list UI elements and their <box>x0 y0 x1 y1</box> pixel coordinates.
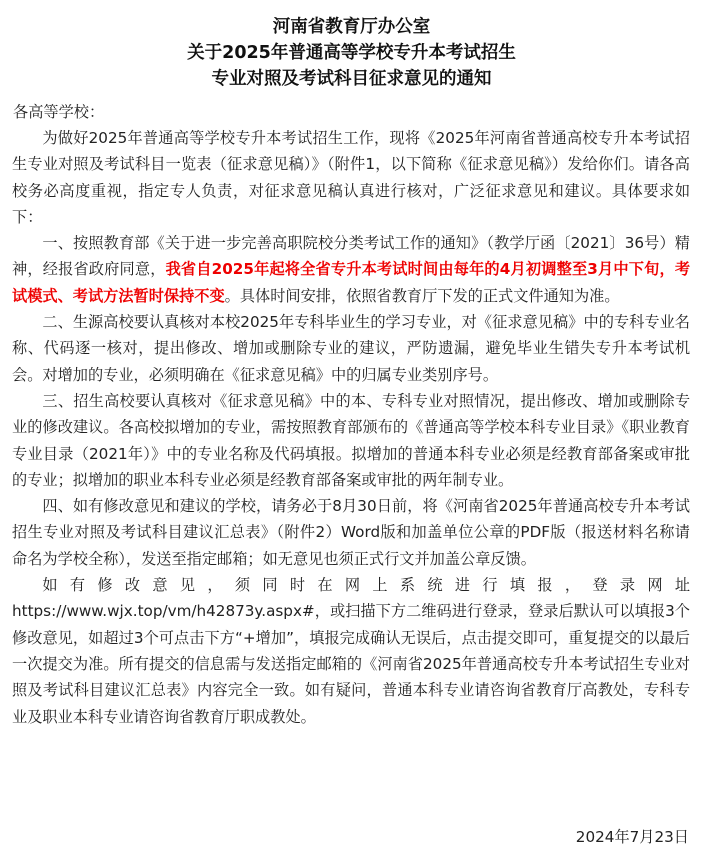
item-1-text-after: 。具体时间安排，依照省教育厅下发的正式文件通知为准。 <box>224 286 620 305</box>
online-intro: 如有修改意见，须同时在网上系统进行填报，登录网址 <box>42 576 690 595</box>
document-title <box>0 0 703 92</box>
title-issuer: 河南省教育厅办公室 <box>272 17 431 37</box>
issue-date: 2024年7月23日 <box>575 828 689 846</box>
survey-url-link[interactable]: https://www.wjx.top/vm/h42873y.aspx# <box>12 602 315 621</box>
item-1-highlight: 我省自2025年起将全省专升本考试时间由每年的4月初调整至3月中下旬，考试模式、考试方法暂时保持不变 <box>12 260 691 305</box>
intro-paragraph: 为做好2025年普通高等学校专升本考试招生工作，现将《2025年河南省普通高校专升本考试招生专业对照及考试科目一览表（征求意见稿）》（附件1，以下简称《征求意见稿》）发给你们。请各高校务必高度重视，指定专人负责，对征求意见稿认真进行核对，广泛征求意见和建议。具体要求如下： <box>12 129 690 226</box>
item-1-paragraph <box>12 230 690 309</box>
item-1-text-before: 一、按照教育部《关于进一步完善高职院校分类考试工作的通知》（教学厅函〔2021〕36号）精神，经报省政府同意， <box>12 234 690 279</box>
item-4-paragraph: 四、如有修改意见和建议的学校，请务必于8月30日前，将《河南省2025年普通高校专升本考试招生专业对照及考试科目建议汇总表》（附件2）Word版和加盖单位公章的PDF版（报送材料名称请命名为学校全称），发送至指定邮箱；如无意见也须正式行文并加盖公章反馈。 <box>12 497 690 568</box>
title-subject-line-1: 关于2025年普通高等学校专升本考试招生 <box>187 43 516 63</box>
title-subject-line-2: 专业对照及考试科目征求意见的通知 <box>211 69 492 89</box>
item-3-paragraph: 三、招生高校要认真核对《征求意见稿》中的本、专科专业对照情况，提出修改、增加或删除专业的修改建议。各高校拟增加的专业，需按照教育部颁布的《普通高等学校本科专业目录》《职业教育专业目录（2021年）》中的专业名称及代码填报。拟增加的普通本科专业必须是经教育部备案或审批的专业；拟增加的职业本科专业必须是经教育部备案或审批的两年制专业。 <box>12 391 690 489</box>
item-2-paragraph: 二、生源高校要认真核对本校2025年专科毕业生的学习专业，对《征求意见稿》中的专科专业名称、代码逐一核对，提出修改、增加或删除专业的建议，严防遗漏，避免毕业生错失专升本考试机会。对增加的专业，必须明确在《征求意见稿》中的归属专业类别序号。 <box>12 313 690 384</box>
body <box>12 125 690 730</box>
online-paragraph <box>12 572 690 730</box>
online-instructions: ，或扫描下方二维码进行登录，登录后默认可以填报3个修改意见，如超过3个可点击下方“+增加”，填报完成确认无误后，点击提交即可，重复提交的以最后一次提交为准。所有提交的信息需与发送指定邮箱的《河南省2025年普通高校专升本考试招生专业对照及考试科目建议汇总表》内容完全一致。如有疑问，普通本科专业请咨询省教育厅高教处，专科专业及职业本科专业请咨询省教育厅职成教处。 <box>12 602 690 726</box>
salutation: 各高等学校： <box>13 103 105 121</box>
